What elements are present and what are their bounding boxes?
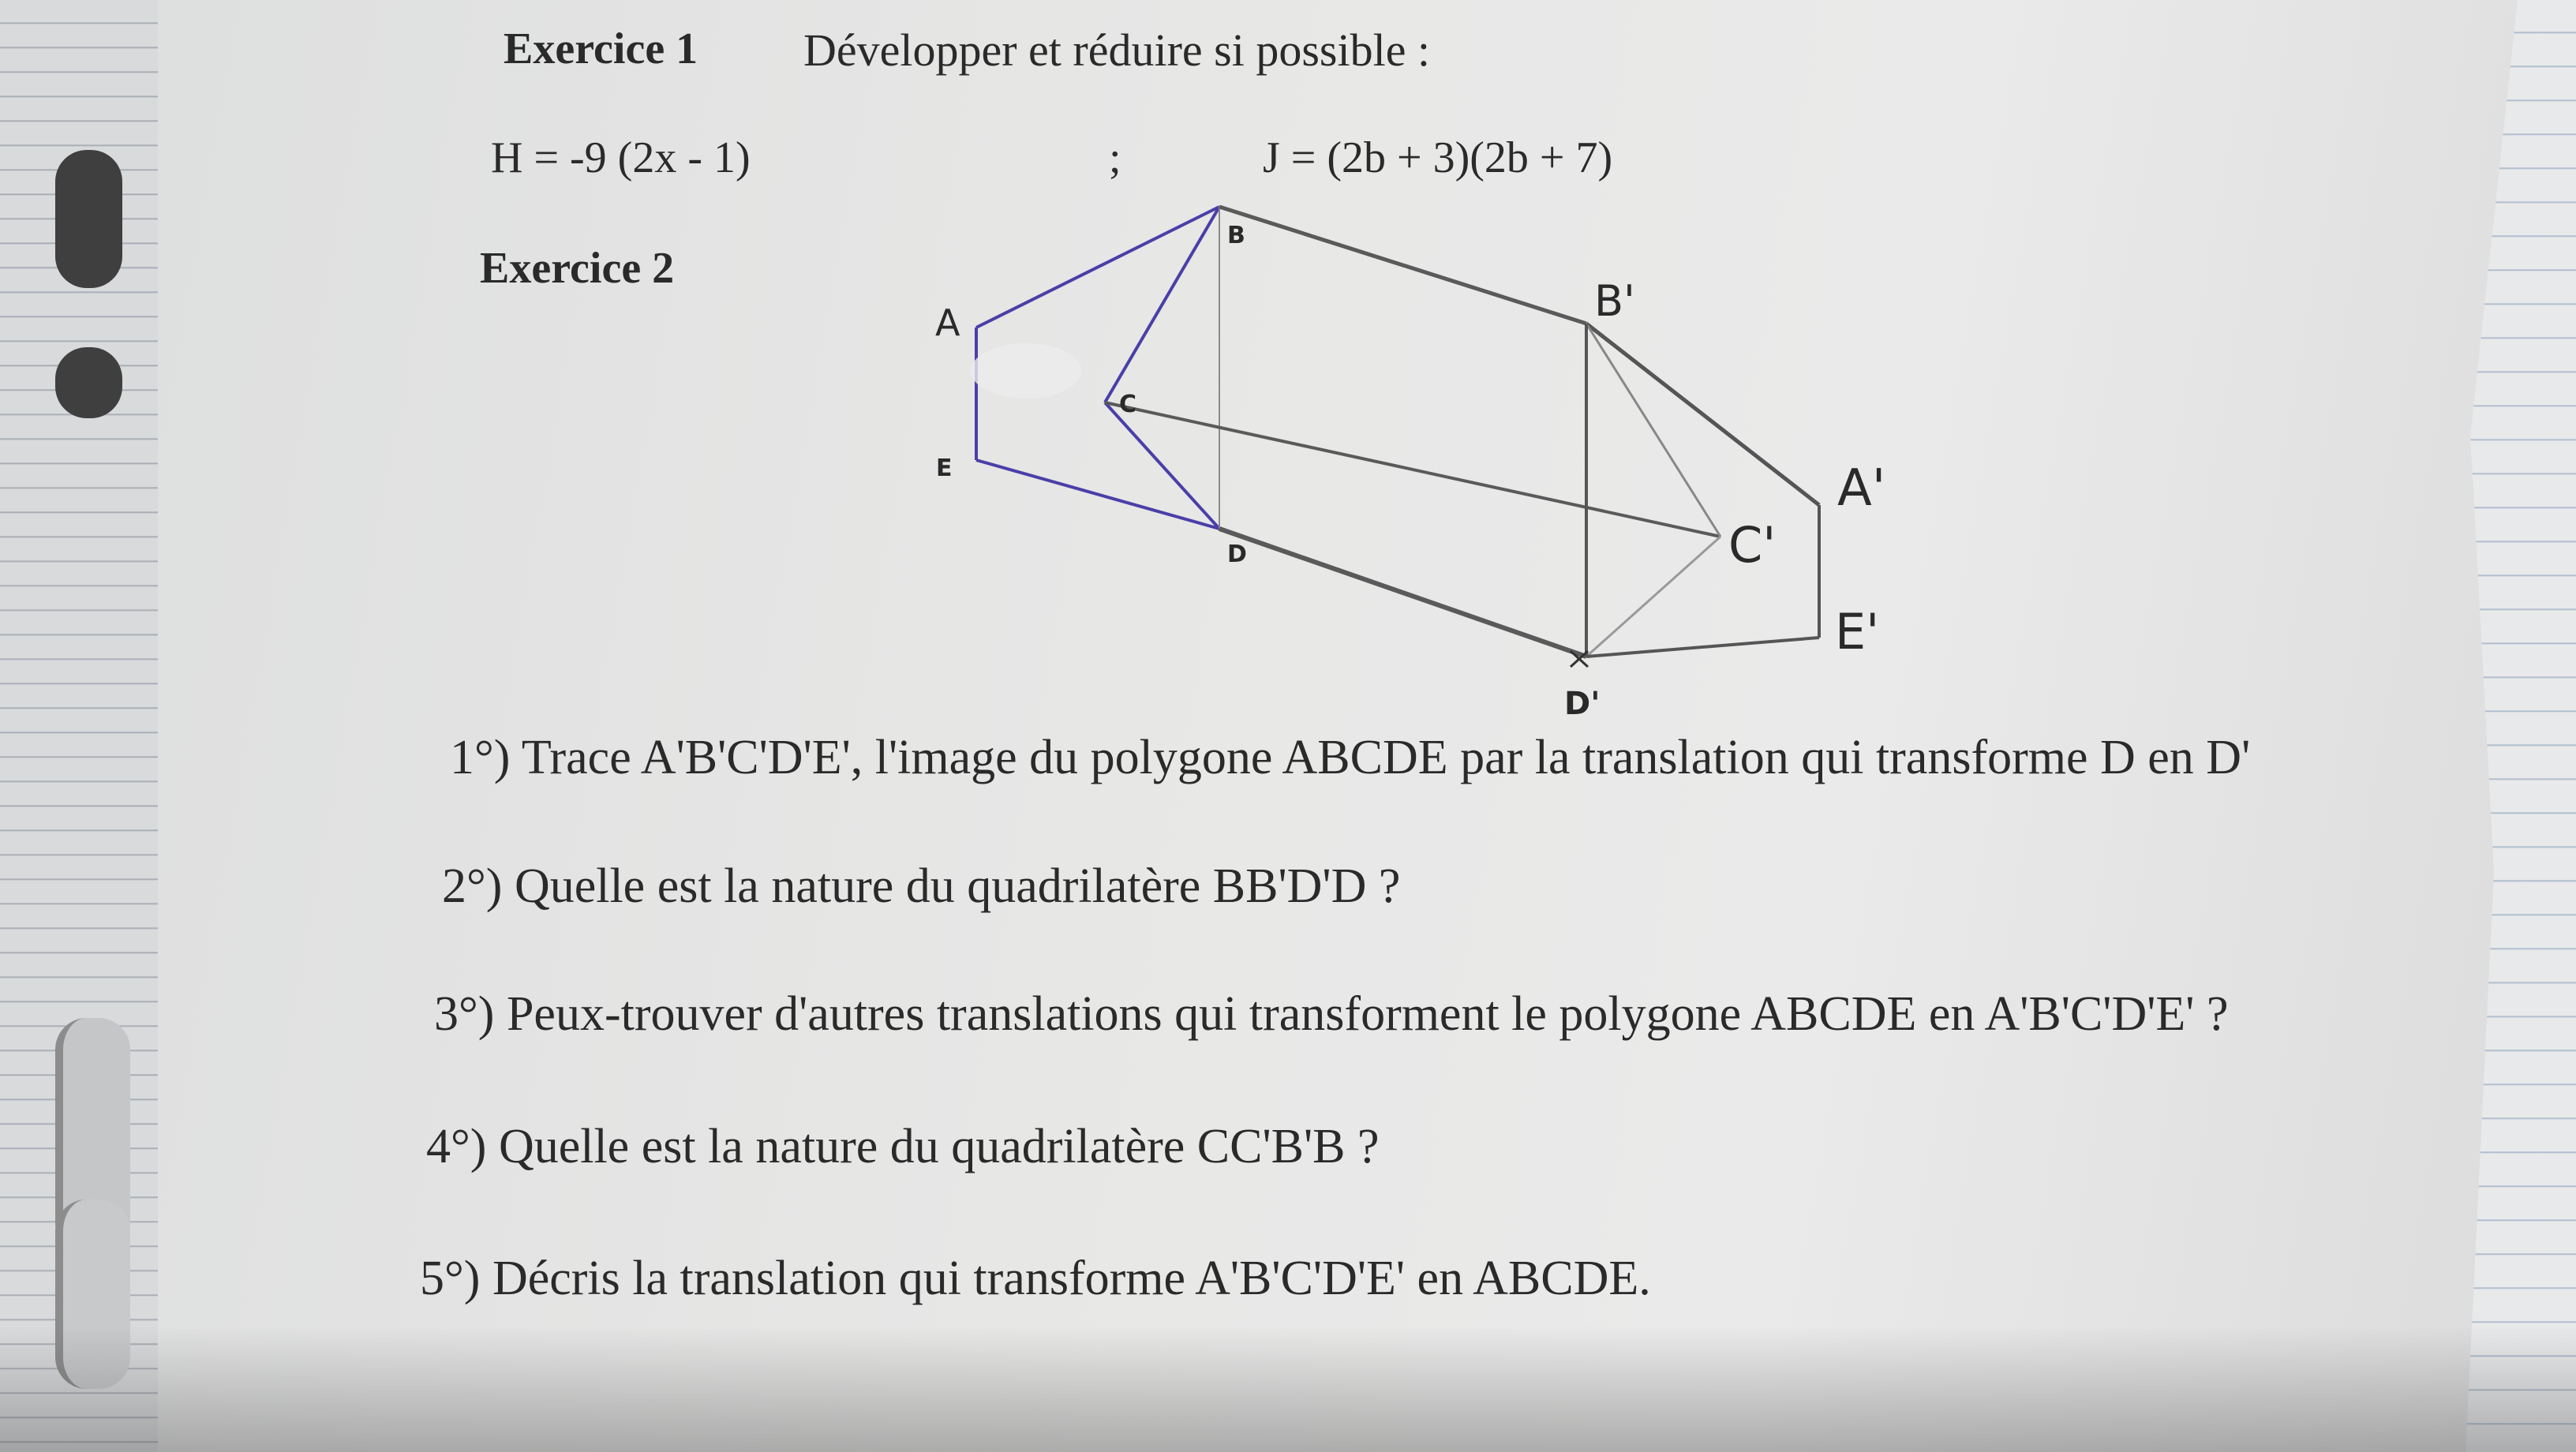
- segment-de: [976, 460, 1219, 529]
- construction-lines: [1105, 207, 1720, 657]
- segment-a-prime-b-prime: [1586, 324, 1819, 505]
- eraser-smudge: [971, 343, 1081, 399]
- segment-b-prime-c-prime: [1586, 324, 1720, 537]
- question-5: 5°) Décris la translation qui transforme A'B'C'D'E' en ABCDE.: [420, 1252, 1651, 1305]
- question-1: 1°) Trace A'B'C'D'E', l'image du polygone ABCDE par la translation qui transforme D en D': [450, 731, 2251, 784]
- label-b: B: [1227, 222, 1245, 249]
- segment-cc-prime: [1105, 402, 1720, 537]
- label-c-prime: C': [1728, 516, 1777, 574]
- expression-j: J = (2b + 3)(2b + 7): [1263, 133, 1613, 182]
- question-3: 3°) Peux-trouver d'autres translations qui transforment le polygone ABCDE en A'B'C'D'E' ?: [434, 987, 2229, 1041]
- question-2: 2°) Quelle est la nature du quadrilatère BB'D'D ?: [442, 859, 1401, 913]
- label-b-prime: B': [1594, 276, 1635, 326]
- label-d: D: [1227, 541, 1247, 568]
- label-d-prime: D': [1564, 686, 1601, 722]
- segment-bb-prime: [1219, 207, 1586, 324]
- exercise-1-title: Exercice 1: [504, 24, 698, 73]
- segment-dd-prime: [1219, 529, 1586, 657]
- label-a: A: [935, 301, 960, 344]
- label-a-prime: A': [1837, 459, 1886, 518]
- expression-separator: ;: [1109, 133, 1121, 182]
- label-e-prime: E': [1835, 603, 1880, 661]
- segment-d-prime-e-prime: [1586, 638, 1819, 657]
- polygon-abcde-prime: [1586, 324, 1819, 657]
- exercise-1-instruction: Développer et réduire si possible :: [803, 24, 1431, 76]
- segment-cd: [1105, 402, 1219, 529]
- expression-h: H = -9 (2x - 1): [491, 133, 751, 182]
- segment-c-prime-d-prime: [1586, 537, 1720, 657]
- exercise-2-title: Exercice 2: [480, 244, 675, 293]
- label-c: C: [1119, 391, 1137, 418]
- label-e: E: [936, 455, 953, 482]
- question-4: 4°) Quelle est la nature du quadrilatère CC'B'B ?: [426, 1120, 1380, 1173]
